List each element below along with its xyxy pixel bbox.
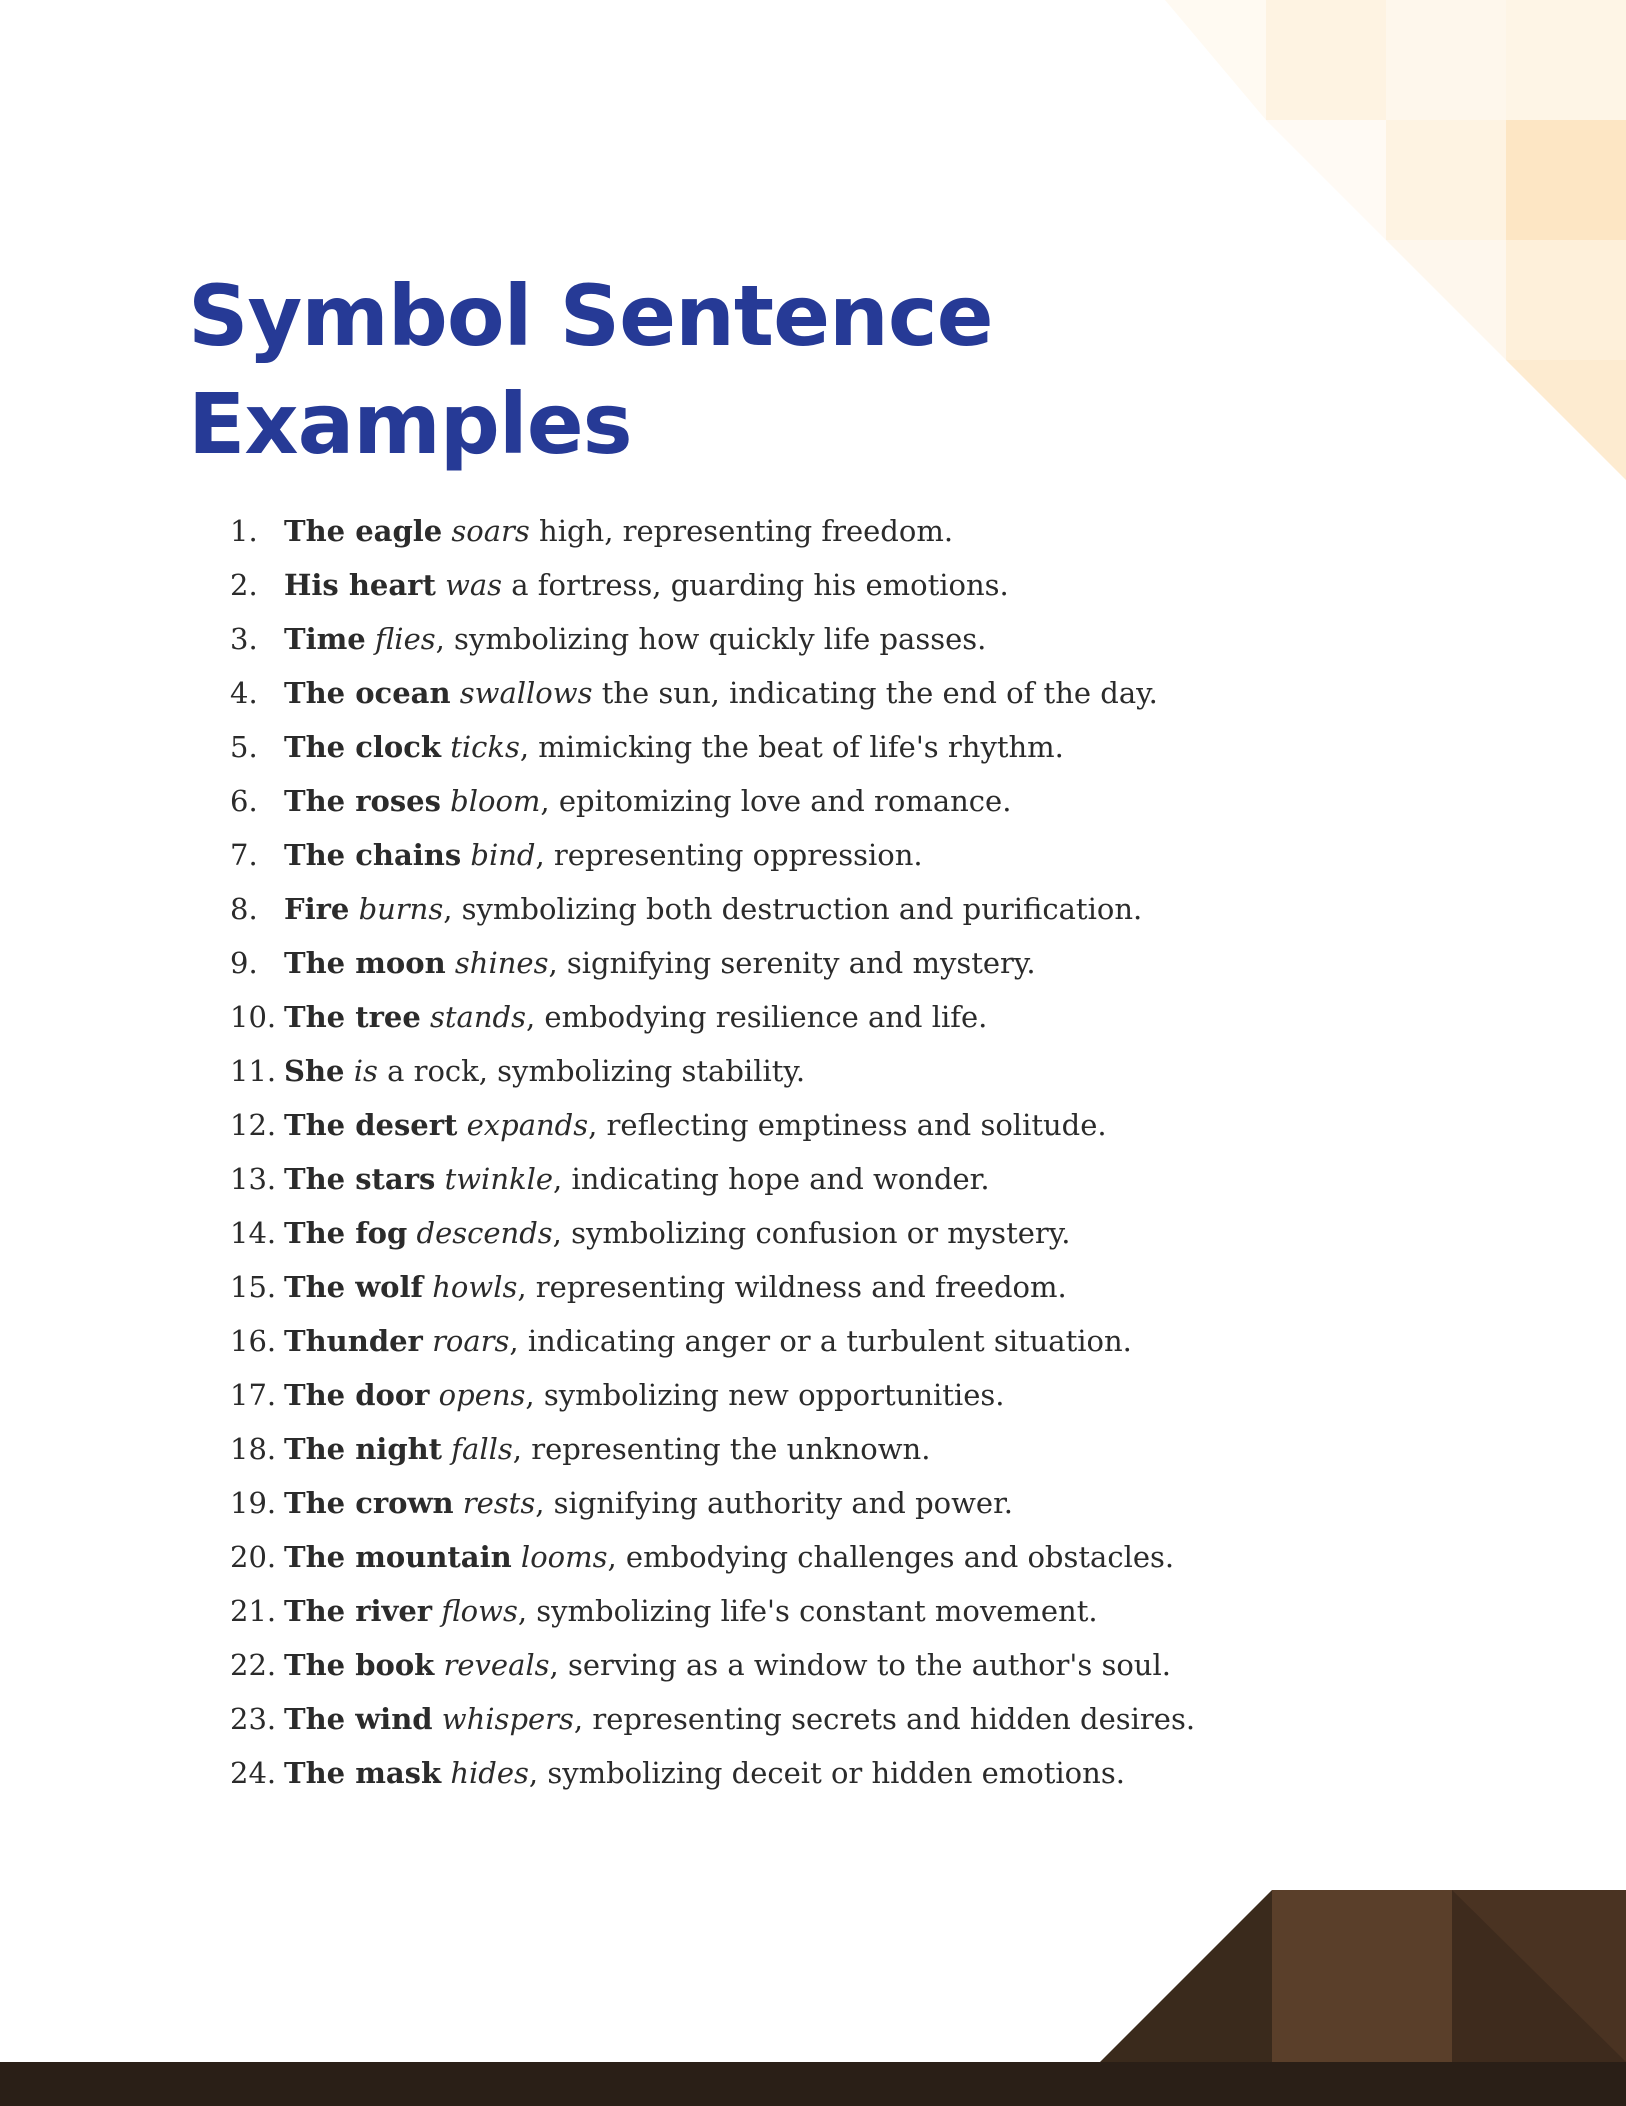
sentence-verb: whispers <box>441 1702 574 1736</box>
list-item <box>230 1476 1230 1530</box>
list-item <box>230 1206 1230 1260</box>
list-item <box>230 612 1230 666</box>
list-item <box>230 828 1230 882</box>
sentence-rest: , indicating hope and wonder. <box>553 1162 990 1196</box>
sentence-rest: , symbolizing new opportunities. <box>525 1378 1005 1412</box>
list-item <box>230 882 1230 936</box>
sentence-verb: shines <box>454 946 549 980</box>
sentence-verb: opens <box>438 1378 526 1412</box>
sentence-rest: , symbolizing deceit or hidden emotions. <box>528 1756 1125 1790</box>
list-item <box>230 1314 1230 1368</box>
sentence-verb: flies <box>374 622 436 656</box>
sentence-verb: flows <box>441 1594 518 1628</box>
list-item <box>230 1638 1230 1692</box>
sentence-rest: , symbolizing life's constant movement. <box>517 1594 1098 1628</box>
sentence-rest: , representing wildness and freedom. <box>517 1270 1067 1304</box>
sentence-subject: The chains <box>284 838 462 872</box>
sentence-subject: The clock <box>284 730 441 764</box>
sentence-subject: The crown <box>284 1486 454 1520</box>
sentence-verb: soars <box>451 514 530 548</box>
sentence-rest: , mimicking the beat of life's rhythm. <box>519 730 1064 764</box>
sentence-rest: , embodying resilience and life. <box>525 1000 988 1034</box>
list-item <box>230 1584 1230 1638</box>
list-item-number: 18. <box>230 1432 277 1466</box>
sentence-subject: Fire <box>284 892 350 926</box>
list-item <box>230 504 1230 558</box>
sentence-rest: , representing secrets and hidden desires. <box>573 1702 1196 1736</box>
sentence-subject: The tree <box>284 1000 421 1034</box>
list-item-number: 4. <box>230 676 258 710</box>
list-item <box>230 936 1230 990</box>
sentence-verb: looms <box>520 1540 608 1574</box>
list-item <box>230 1530 1230 1584</box>
list-item <box>230 1746 1230 1800</box>
list-item-number: 21. <box>230 1594 277 1628</box>
list-item-number: 11. <box>230 1054 277 1088</box>
sentence-rest: , signifying authority and power. <box>535 1486 1013 1520</box>
list-item-number: 17. <box>230 1378 277 1412</box>
sentence-verb: was <box>445 568 503 602</box>
list-item-number: 1. <box>230 514 258 548</box>
list-item-number: 10. <box>230 1000 277 1034</box>
list-item-number: 14. <box>230 1216 277 1250</box>
sentence-rest: , serving as a window to the author's soul. <box>549 1648 1171 1682</box>
sentence-subject: The river <box>284 1594 433 1628</box>
examples-list <box>230 504 1230 1800</box>
list-item-number: 3. <box>230 622 258 656</box>
sentence-subject: The book <box>284 1648 435 1682</box>
sentence-verb: burns <box>358 892 444 926</box>
sentence-subject: The door <box>284 1378 430 1412</box>
sentence-rest: , indicating anger or a turbulent situation. <box>509 1324 1132 1358</box>
sentence-subject: The wolf <box>284 1270 424 1304</box>
list-item <box>230 1368 1230 1422</box>
sentence-subject: The night <box>284 1432 443 1466</box>
sentence-verb: expands <box>466 1108 589 1142</box>
list-item-number: 5. <box>230 730 258 764</box>
sentence-subject: The desert <box>284 1108 458 1142</box>
list-item <box>230 666 1230 720</box>
sentence-subject: The mask <box>284 1756 442 1790</box>
list-item <box>230 1692 1230 1746</box>
list-item <box>230 774 1230 828</box>
sentence-verb: roars <box>432 1324 510 1358</box>
sentence-rest: , symbolizing both destruction and purification. <box>443 892 1143 926</box>
sentence-rest: the sun, indicating the end of the day. <box>592 676 1158 710</box>
list-item <box>230 1260 1230 1314</box>
list-item-number: 7. <box>230 838 258 872</box>
sentence-verb: hides <box>450 1756 529 1790</box>
list-item-number: 19. <box>230 1486 277 1520</box>
sentence-subject: The fog <box>284 1216 408 1250</box>
sentence-rest: , symbolizing how quickly life passes. <box>435 622 987 656</box>
list-item-number: 16. <box>230 1324 277 1358</box>
sentence-rest: a fortress, guarding his emotions. <box>502 568 1009 602</box>
list-item-number: 12. <box>230 1108 277 1142</box>
sentence-subject: The stars <box>284 1162 436 1196</box>
sentence-subject: The eagle <box>284 514 443 548</box>
sentence-rest: , embodying challenges and obstacles. <box>607 1540 1175 1574</box>
sentence-verb: ticks <box>450 730 520 764</box>
list-item <box>230 990 1230 1044</box>
sentence-subject: The wind <box>284 1702 433 1736</box>
sentence-rest: , representing the unknown. <box>512 1432 931 1466</box>
sentence-verb: is <box>353 1054 378 1088</box>
list-item <box>230 1044 1230 1098</box>
sentence-subject: The roses <box>284 784 441 818</box>
sentence-subject: The moon <box>284 946 446 980</box>
list-item-number: 13. <box>230 1162 277 1196</box>
list-item <box>230 1152 1230 1206</box>
page-title: Symbol Sentence Examples <box>188 267 993 473</box>
list-item-number: 2. <box>230 568 258 602</box>
sentence-rest: , signifying serenity and mystery. <box>548 946 1036 980</box>
sentence-rest: , representing oppression. <box>535 838 923 872</box>
list-item <box>230 1422 1230 1476</box>
sentence-subject: She <box>284 1054 345 1088</box>
sentence-verb: bloom <box>450 784 541 818</box>
sentence-verb: bind <box>470 838 536 872</box>
sentence-rest: , symbolizing confusion or mystery. <box>552 1216 1071 1250</box>
sentence-rest: , reflecting emptiness and solitude. <box>588 1108 1107 1142</box>
sentence-rest: a rock, symbolizing stability. <box>377 1054 806 1088</box>
list-item-number: 20. <box>230 1540 277 1574</box>
sentence-subject: Time <box>284 622 366 656</box>
sentence-verb: rests <box>462 1486 536 1520</box>
sentence-rest: , epitomizing love and romance. <box>540 784 1012 818</box>
sentence-subject: His heart <box>284 568 436 602</box>
list-item-number: 15. <box>230 1270 277 1304</box>
list-item <box>230 720 1230 774</box>
list-item <box>230 1098 1230 1152</box>
sentence-subject: The ocean <box>284 676 451 710</box>
list-item-number: 23. <box>230 1702 277 1736</box>
sentence-verb: falls <box>451 1432 513 1466</box>
sentence-verb: swallows <box>459 676 593 710</box>
list-item-number: 8. <box>230 892 258 926</box>
sentence-verb: twinkle <box>444 1162 554 1196</box>
list-item <box>230 558 1230 612</box>
list-item-number: 6. <box>230 784 258 818</box>
list-item-number: 9. <box>230 946 258 980</box>
sentence-verb: howls <box>432 1270 518 1304</box>
list-item-number: 24. <box>230 1756 277 1790</box>
sentence-verb: reveals <box>443 1648 550 1682</box>
sentence-rest: high, representing freedom. <box>529 514 954 548</box>
sentence-subject: Thunder <box>284 1324 423 1358</box>
sentence-verb: stands <box>430 1000 526 1034</box>
sentence-subject: The mountain <box>284 1540 512 1574</box>
list-item-number: 22. <box>230 1648 277 1682</box>
sentence-verb: descends <box>416 1216 553 1250</box>
